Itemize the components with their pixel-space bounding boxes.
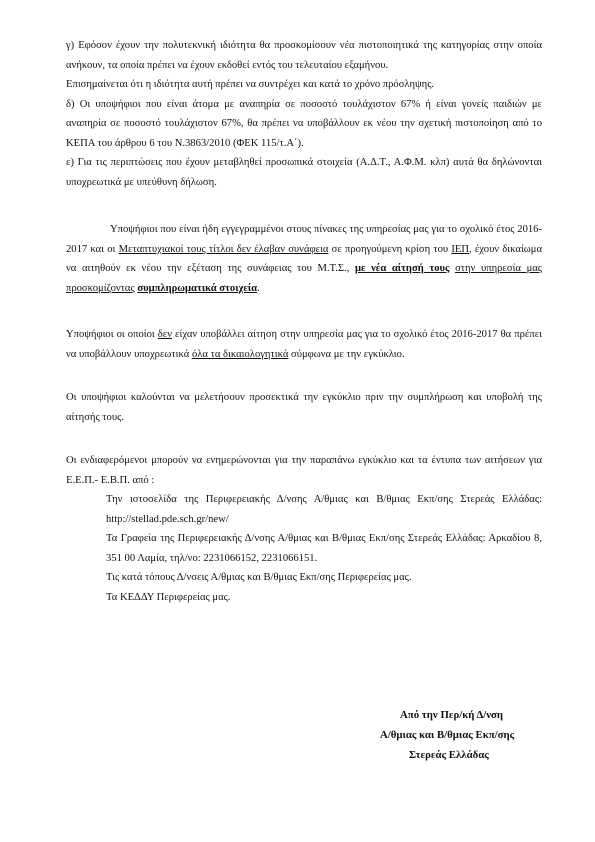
signature-line-3: Στερεάς Ελλάδας xyxy=(409,749,489,761)
emphasis-text: συμπληρωματικά στοιχεία xyxy=(137,282,258,294)
underlined-text: Μεταπτυχιακοί τους τίτλοι δεν έλαβαν συνάφεια xyxy=(118,243,329,255)
signature-line-1: Από την Περ/κή Δ/νση xyxy=(400,709,504,721)
source-item: Τα Γραφεία της Περιφερειακής Δ/νσης Α/θμιας και Β/θμιας Εκπ/σης Στερεάς Ελλάδας: Αρκαδίου 8, 351 00 Λαμία, τηλ/νο: 2231066152, 2231066151. xyxy=(106,533,542,564)
underlined-text: δεν xyxy=(157,329,173,340)
source-item: Τις κατά τόπους Δ/νσεις Α/θμιας και Β/θμιας Εκπ/σης Περιφερείας μας. xyxy=(106,572,412,583)
paragraph-mts: Υποψήφιοι που είναι ήδη εγγεγραμμένοι στους πίνακες της υπηρεσίας μας για το σχολικό έτος 2016-2017 και οι Μεταπτυχιακοί τους τίτλοι δεν έλαβαν συνάφεια σε προηγούμενη κρίση του ΙΕΠ, έχουν δικαίωμα να αιτηθούν εκ νέου την εξέταση της συνάφειας του Μ.Τ.Σ., με νέα αίτησή τους στην υπηρεσία μας προσκομίζοντας συμπληρωματικά στοιχεία. xyxy=(66,224,543,294)
source-item: Τα ΚΕΔΔΥ Περιφερείας μας. xyxy=(106,591,231,603)
emphasis-text: με νέα αίτησή τους xyxy=(354,263,450,274)
item-e: ε) Για τις περιπτώσεις που έχουν μεταβληθεί προσωπικά στοιχεία (Α.Δ.Τ., Α.Φ.Μ. κλπ) αυτά θα δηλώνονται υποχρεωτικά με υπεύθυνη δήλωση. xyxy=(66,157,542,188)
list-items xyxy=(66,36,542,192)
underlined-text: ΙΕΠ xyxy=(451,243,469,255)
item-g-note: Επισημαίνεται ότι η ιδιότητα αυτή πρέπει να συντρέχει και κατά το χρόνο πρόσληψης. xyxy=(66,79,435,90)
underlined-text: όλα τα δικαιολογητικά xyxy=(191,348,289,360)
item-g: γ) Εφόσον έχουν την πολυτεκνική ιδιότητα θα προσκομίσουν νέα πιστοποιητικά της κατηγορίας στην οποία ανήκουν, τα οποία πρέπει να έχουν εκδοθεί εντός του τελευταίου εξαμήνου. xyxy=(66,40,542,71)
item-d: δ) Οι υποψήφιοι που είναι άτομα με αναπηρία σε ποσοστό τουλάχιστον 67% ή είναι γονείς παιδιών με αναπηρία σε ποσοστό τουλάχιστον 67%, θα πρέπει να υποβάλλουν εκ νέου την σχετική πιστοποίηση από το ΚΕΠΑ του άρθρου 6 του Ν.3863/2010 (ΦΕΚ 115/τ.Α΄). xyxy=(66,98,542,149)
paragraph-information: Οι ενδιαφερόμενοι μπορούν να ενημερώνονται για την παραπάνω εγκύκλιο και τα έντυπα των αιτήσεων για Ε.Ε.Π.- Ε.Β.Π. από : Την ιστοσελίδα της Περιφερειακής Δ/νσης Α/θμιας και Β/θμιας Εκπ/σης Στερεάς Ελλάδας: http://stellad.pde.sch.gr/new/ Τα Γραφεία της Περιφερειακής Δ/νσης Α/θμιας και Β/θμιας Εκπ/σης Στερεάς Ελλάδας: Αρκαδίου 8, 351 00 Λαμία, τηλ/νο: 2231066152, 2231066151. Τις κατά τόπους Δ/νσεις Α/θμιας και Β/θμιας Εκπ/σης Περιφερείας μας. Τα ΚΕΔΔΥ Περιφερείας μας. xyxy=(66,451,542,607)
underlined-text: στην υπηρεσία μας προσκομίζοντας xyxy=(66,263,543,294)
paragraph-new-candidates: Υποψήφιοι οι οποίοι δεν είχαν υποβάλλει αίτηση στην υπηρεσία μας για το σχολικό έτος 2016-2017 θα πρέπει να υποβάλλουν υποχρεωτικά όλα τα δικαιολογητικά σύμφωνα με την εγκύκλιο. xyxy=(66,329,542,360)
signature-line-2: Α/θμιας και Β/θμιας Εκπ/σης xyxy=(380,729,515,741)
paragraph-study-circular: Οι υποψήφιοι καλούνται να μελετήσουν προσεκτικά την εγκύκλιο πριν την συμπλήρωση και υποβολή της αίτησής τους. xyxy=(66,392,542,423)
source-item: Την ιστοσελίδα της Περιφερειακής Δ/νσης Α/θμιας και Β/θμιας Εκπ/σης Στερεάς Ελλάδας: http://stellad.pde.sch.gr/new/ xyxy=(106,494,542,525)
